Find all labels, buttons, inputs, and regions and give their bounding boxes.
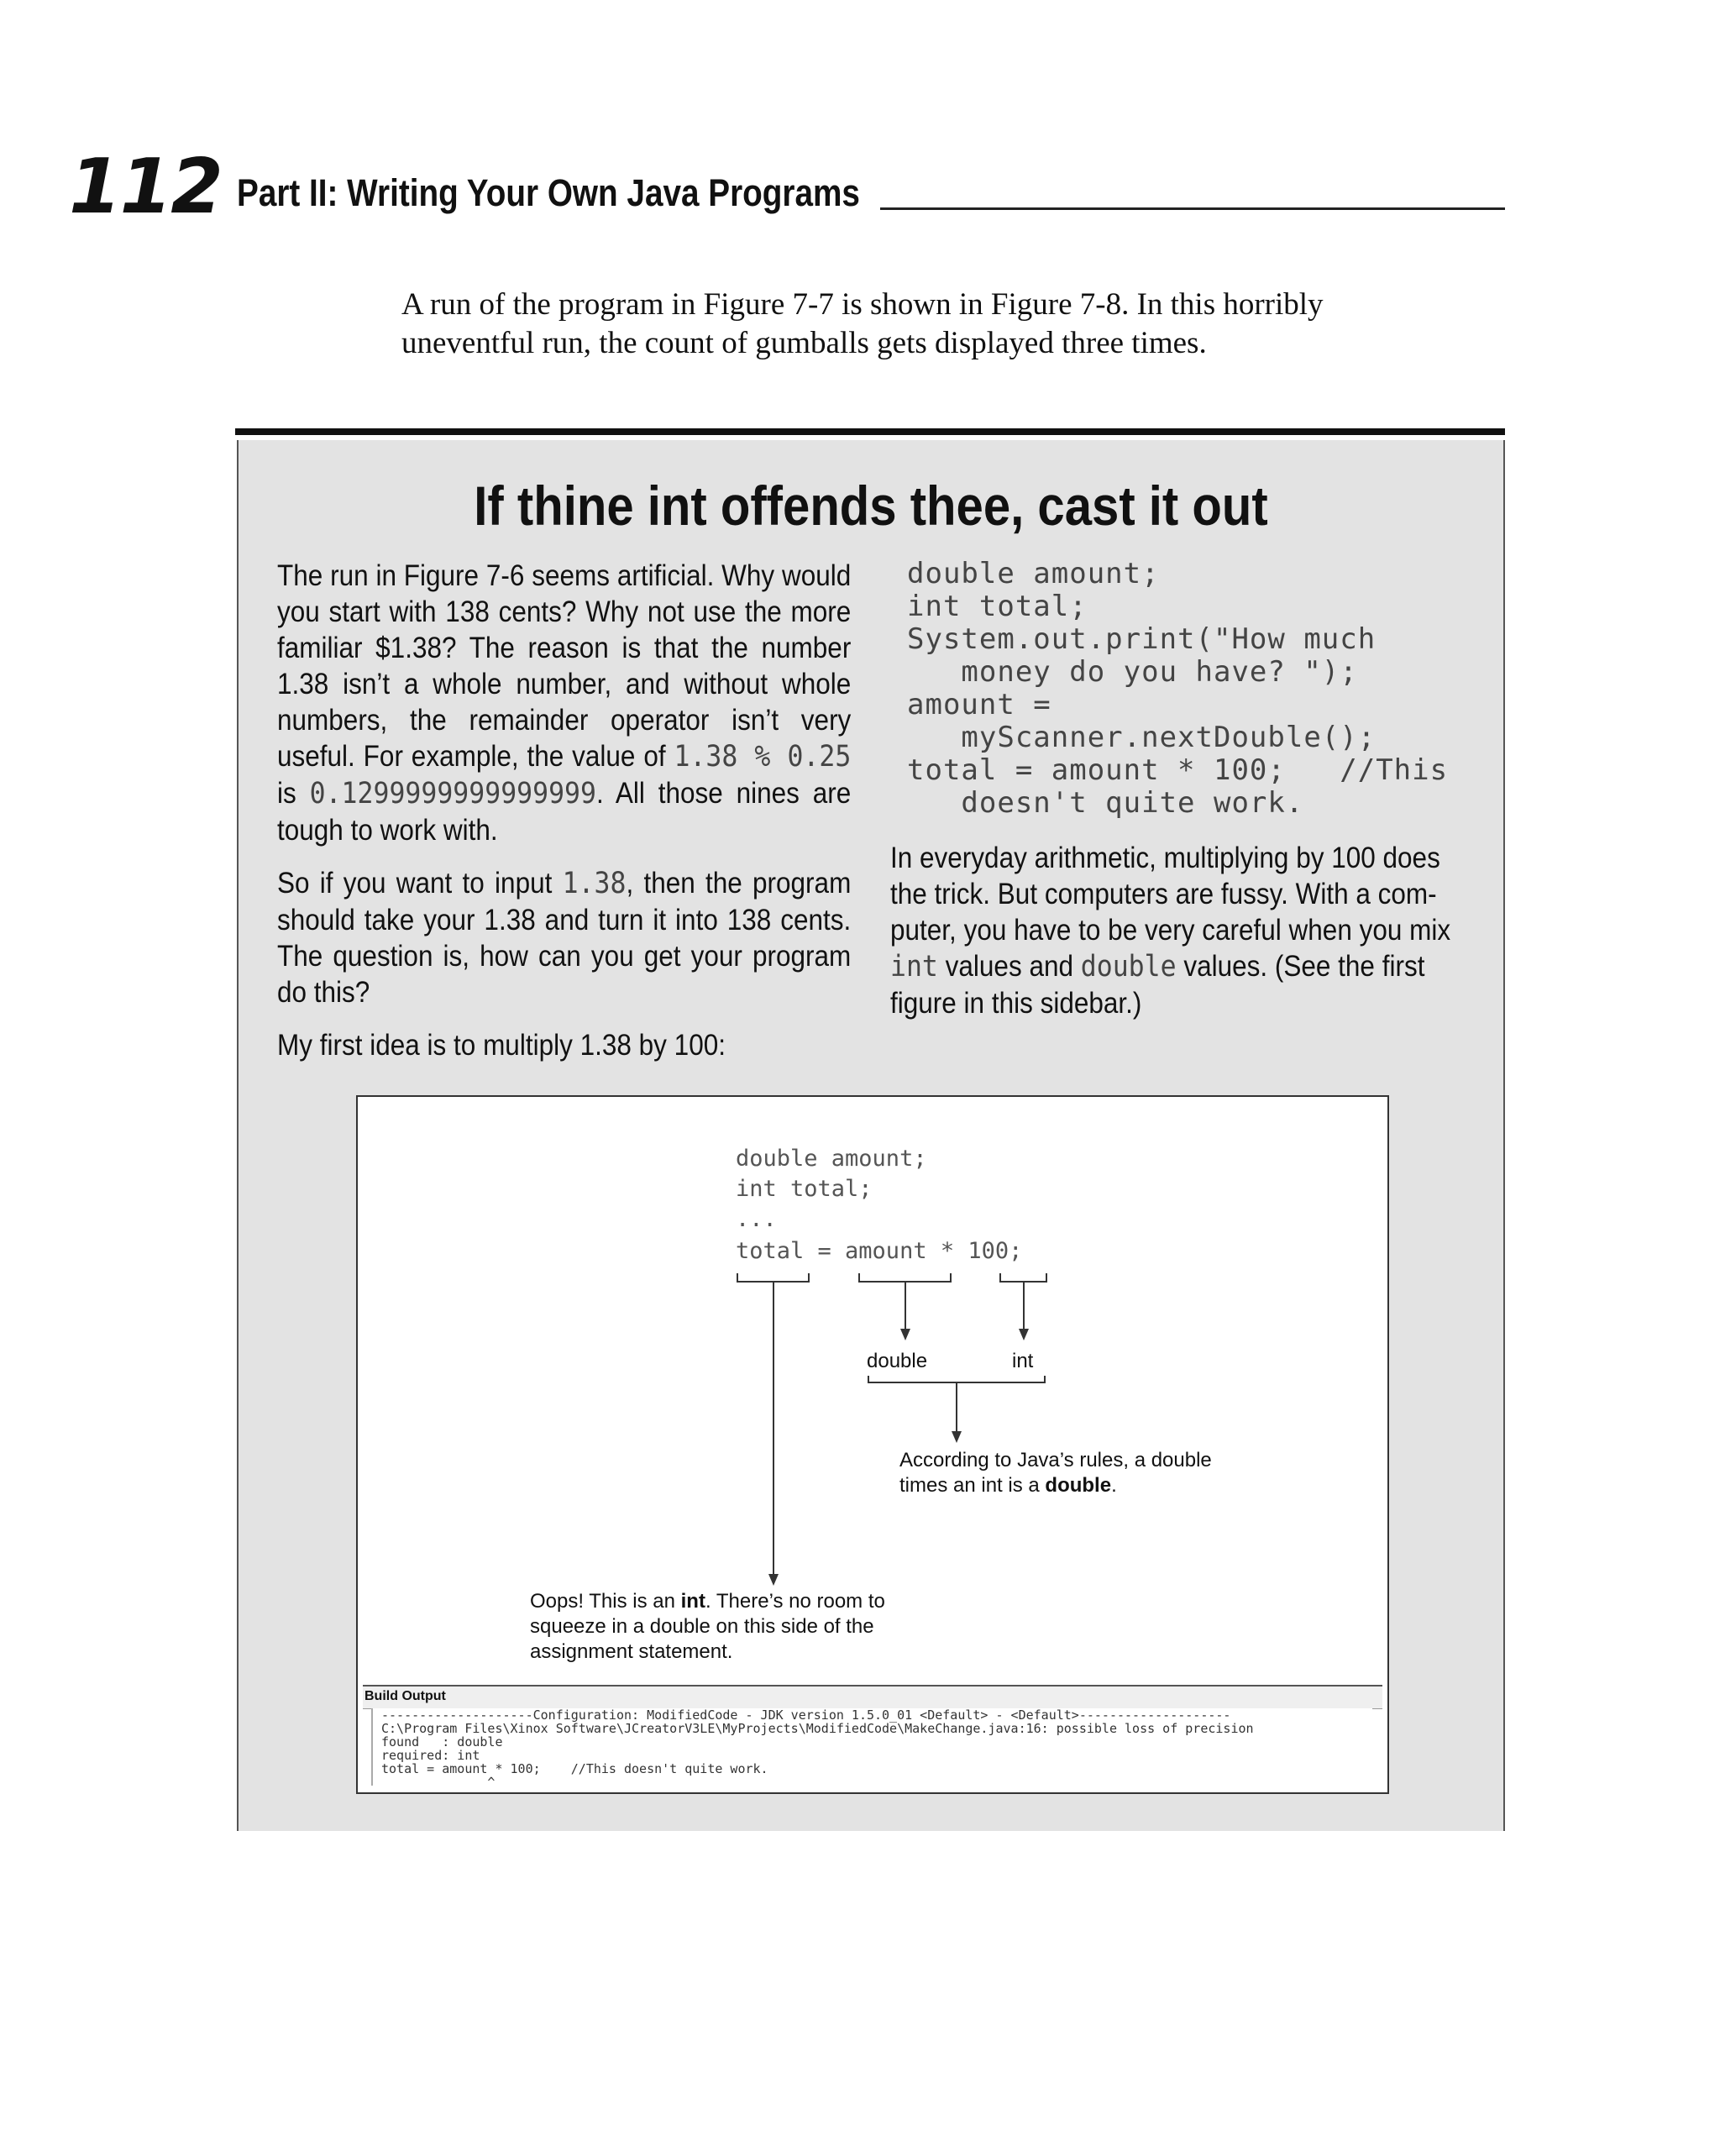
code-line: int total; xyxy=(907,590,1088,623)
rule-note-line: According to Java’s rules, a double xyxy=(899,1449,1212,1471)
sidebar-left-column xyxy=(277,558,852,1080)
running-head: Part II: Writing Your Own Java Programs xyxy=(237,171,860,214)
code-line: double amount; xyxy=(907,557,1160,590)
sidebar-top-rule xyxy=(235,428,1505,435)
text-run: values. (See the first figure in this sidebar.) xyxy=(890,950,1425,1020)
figure-code-line: int total; xyxy=(736,1176,873,1202)
build-output-line: found : double xyxy=(381,1734,503,1749)
text-run: The run in Figure 7-6 seems artificial. Why would you start with 138 cents? Why not use the more familiar $1.38? The reason is that the number 1.38 isn’t a whole number, and without whole numbers, the remainder operator isn’t very useful. For example, the value of xyxy=(277,559,852,773)
text-run: . xyxy=(1111,1474,1117,1497)
label-int: int xyxy=(1012,1350,1034,1372)
figure-code-line: double amount; xyxy=(736,1146,927,1172)
left-paragraph-2 xyxy=(277,865,851,1010)
code-line: doesn't quite work. xyxy=(907,786,1304,820)
figure-code-line: ... xyxy=(736,1206,777,1232)
right-paragraph xyxy=(890,840,1477,1021)
inline-code: int xyxy=(890,950,938,984)
inline-code: 1.38 % 0.25 xyxy=(674,740,852,774)
text-run: Oops! This is an xyxy=(530,1590,681,1613)
bold-term: int xyxy=(680,1590,705,1613)
build-output-line: required: int xyxy=(381,1748,480,1763)
text-run: values and xyxy=(937,950,1081,983)
rule-note xyxy=(899,1448,1269,1498)
text-run: times an int is a xyxy=(899,1474,1046,1497)
figure-code-line: total = amount * 100; xyxy=(736,1238,1023,1264)
code-line: money do you have? "); xyxy=(907,655,1358,689)
code-line: System.out.print("How much xyxy=(907,622,1377,656)
build-output-line: C:\Program Files\Xinox Software\JCreatorV3LE\MyProjects\ModifiedCode\MakeChange.java:16: possible loss of precision xyxy=(381,1721,1254,1736)
page-number: 112 xyxy=(69,143,222,231)
oops-note-line: assignment statement. xyxy=(530,1640,733,1663)
left-paragraph-1 xyxy=(277,558,851,848)
build-output-header: Build Output xyxy=(363,1685,1382,1709)
sidebar-right-column xyxy=(890,558,1478,1038)
text-run: So if you want to input xyxy=(277,867,563,900)
build-output-line: total = amount * 100; //This doesn't quite work. xyxy=(381,1761,768,1776)
header-rule xyxy=(880,207,1505,210)
oops-note-line xyxy=(530,1589,967,1614)
inline-code: 1.38 xyxy=(562,867,627,900)
label-double: double xyxy=(867,1350,928,1372)
code-listing xyxy=(907,558,1478,820)
text-run: In everyday arithmetic, multiplying by 100 does the trick. But computers are fussy. With a com-puter, you have to be very careful when you mix xyxy=(890,842,1451,947)
code-line: myScanner.nextDouble(); xyxy=(907,721,1377,754)
sidebar-title: If thine int offends thee, cast it out xyxy=(474,475,1268,537)
type-diagram-figure xyxy=(356,1095,1389,1794)
inline-code: 0.1299999999999999 xyxy=(309,777,596,810)
code-line: total = amount * 100; //This xyxy=(907,753,1449,787)
text-run: . There’s no room to xyxy=(705,1590,885,1613)
text-run: . All those nines are tough to work with. xyxy=(277,777,852,847)
build-output-line: --------------------Configuration: ModifiedCode - JDK version 1.5.0_01 <Default> - <Default>-------------------- xyxy=(381,1707,1231,1723)
oops-note-line: squeeze in a double on this side of the xyxy=(530,1615,874,1638)
sidebar xyxy=(237,440,1505,1831)
text-run: is xyxy=(277,777,310,810)
intro-paragraph: A run of the program in Figure 7-7 is shown in Figure 7-8. In this horribly uneventful run, the count of gumballs gets displayed three times. xyxy=(401,287,1324,360)
rule-note-line xyxy=(899,1473,1269,1498)
oops-note xyxy=(530,1589,967,1665)
left-paragraph-3: My first idea is to multiply 1.38 by 100: xyxy=(277,1029,726,1062)
text-run: , then the program should take your 1.38 and turn it into 138 cents. The question is, how can you get your program do this? xyxy=(277,867,852,1009)
build-output-line: ^ xyxy=(381,1775,496,1790)
inline-code: double xyxy=(1080,950,1177,984)
bold-term: double xyxy=(1045,1474,1112,1497)
code-line: amount = xyxy=(907,688,1051,721)
build-output-panel[interactable] xyxy=(371,1707,1372,1790)
